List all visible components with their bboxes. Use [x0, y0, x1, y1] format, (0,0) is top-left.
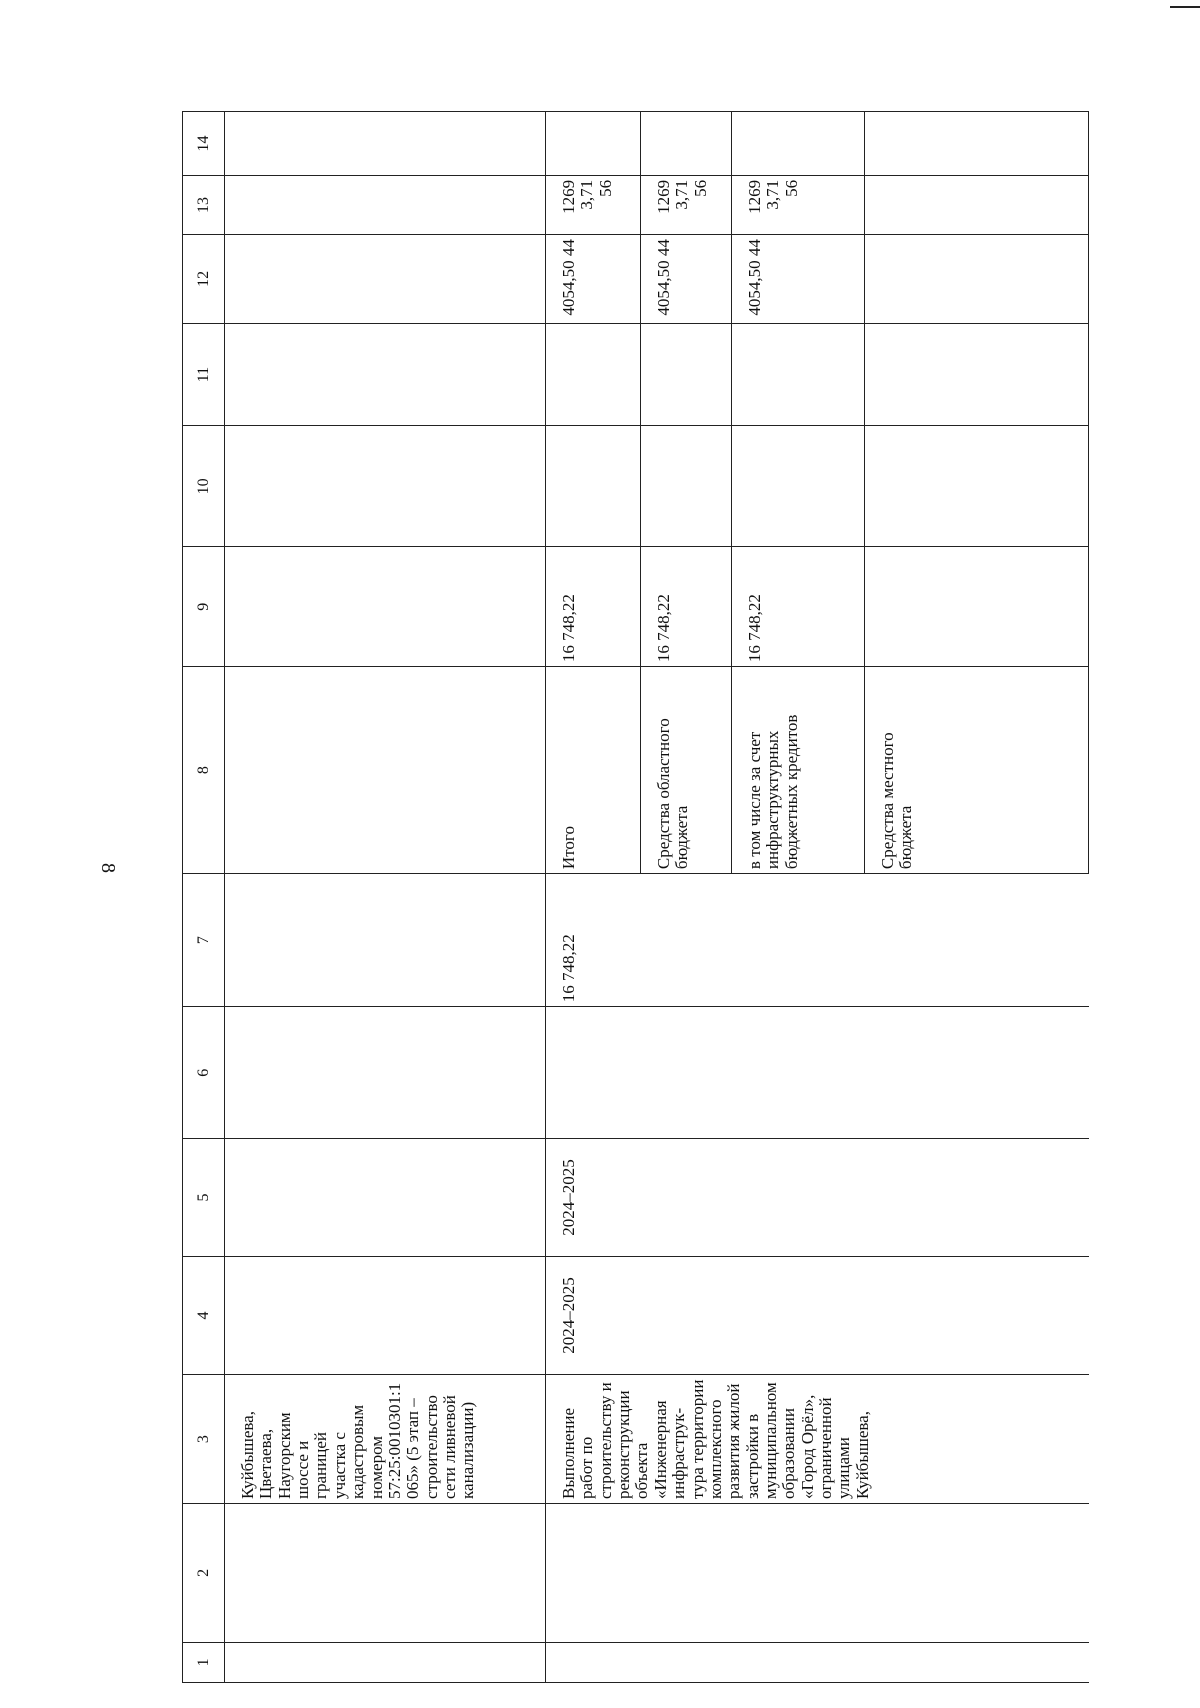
header-col-9: 9 [183, 547, 225, 667]
cell-block1-col9 [225, 547, 546, 667]
cell-local-col9 [865, 547, 1089, 667]
cell-total-col12: 4054,50 44 [546, 235, 641, 323]
header-col-5: 5 [183, 1139, 225, 1256]
cell-regional-col12: 4054,50 44 [641, 235, 732, 323]
cell-credits-col11 [732, 323, 865, 426]
header-col-14: 14 [183, 112, 225, 176]
header-col-12: 12 [183, 235, 225, 323]
header-row [183, 112, 225, 1683]
cell-block1-col7 [225, 874, 546, 1007]
cell-local-col14 [865, 112, 1089, 176]
cell-block1-col10 [225, 426, 546, 547]
cell-block1-col8 [225, 667, 546, 874]
table-wrap [182, 111, 1088, 1683]
cell-total-col13: 1269 3,71 56 [546, 175, 641, 234]
cell-credits-col9: 16 748,22 [732, 547, 865, 667]
cell-regional-label: Средства областного бюджета [641, 667, 732, 874]
cell-block1-col13 [225, 175, 546, 234]
cell-local-col12 [865, 235, 1089, 323]
budget-table [182, 111, 1089, 1683]
cell-regional-col9: 16 748,22 [641, 547, 732, 667]
cell-regional-col13: 1269 3,71 56 [641, 175, 732, 234]
cell-credits-label: в том числе за счет инфраструктурных бюджетных кредитов [732, 667, 865, 874]
cell-credits-col10 [732, 426, 865, 547]
cell-block1-col5 [225, 1139, 546, 1256]
cell-block2-col7: 16 748,22 [546, 874, 1089, 1007]
cell-block1-col1 [225, 1642, 546, 1682]
cell-block1-col11 [225, 323, 546, 426]
cell-block2-col5: 2024–2025 [546, 1139, 1089, 1256]
header-col-7: 7 [183, 874, 225, 1007]
cell-regional-col10 [641, 426, 732, 547]
cell-total-col11 [546, 323, 641, 426]
table-row-total [546, 112, 641, 1683]
cell-block1-col2 [225, 1503, 546, 1642]
header-col-3: 3 [183, 1375, 225, 1504]
cell-total-col14 [546, 112, 641, 176]
cell-total-col10 [546, 426, 641, 547]
cell-block1-col6 [225, 1007, 546, 1139]
cell-regional-col11 [641, 323, 732, 426]
cell-block2-col3: Выполнение работ по строительству и реконструкции объекта «Инженерная инфраструк-тура территории комплексного развития жилой застройки в муниципальном образовании «Город Орёл», ограниченной улицами Куйбышева, [546, 1375, 1089, 1504]
cell-block1-col4 [225, 1256, 546, 1375]
cell-total-label: Итого [546, 667, 641, 874]
cell-block2-col4: 2024–2025 [546, 1256, 1089, 1375]
cell-credits-col14 [732, 112, 865, 176]
table-row-block1 [225, 112, 546, 1683]
header-col-1: 1 [183, 1642, 225, 1682]
cell-local-col13 [865, 175, 1089, 234]
cell-block1-col12 [225, 235, 546, 323]
cell-credits-col13: 1269 3,71 56 [732, 175, 865, 234]
header-col-11: 11 [183, 323, 225, 426]
page-number: 8 [97, 863, 119, 873]
cell-block1-col14 [225, 112, 546, 176]
corner-mark [1170, 6, 1200, 8]
cell-block2-col2 [546, 1503, 1089, 1642]
cell-block2-col6 [546, 1007, 1089, 1139]
cell-local-col10 [865, 426, 1089, 547]
cell-local-col11 [865, 323, 1089, 426]
header-col-10: 10 [183, 426, 225, 547]
header-col-2: 2 [183, 1503, 225, 1642]
cell-local-label: Средства местного бюджета [865, 667, 1089, 874]
header-col-4: 4 [183, 1256, 225, 1375]
cell-regional-col14 [641, 112, 732, 176]
cell-credits-col12: 4054,50 44 [732, 235, 865, 323]
header-col-6: 6 [183, 1007, 225, 1139]
header-col-13: 13 [183, 175, 225, 234]
cell-block1-col3: Куйбышева, Цветаева, Наугорским шоссе и границей участка с кадастровым номером 57:25:0010301:1065» (5 этап – строительство сети ливневой канализации) [225, 1375, 546, 1504]
cell-total-col9: 16 748,22 [546, 547, 641, 667]
header-col-8: 8 [183, 667, 225, 874]
cell-block2-col1 [546, 1642, 1089, 1682]
